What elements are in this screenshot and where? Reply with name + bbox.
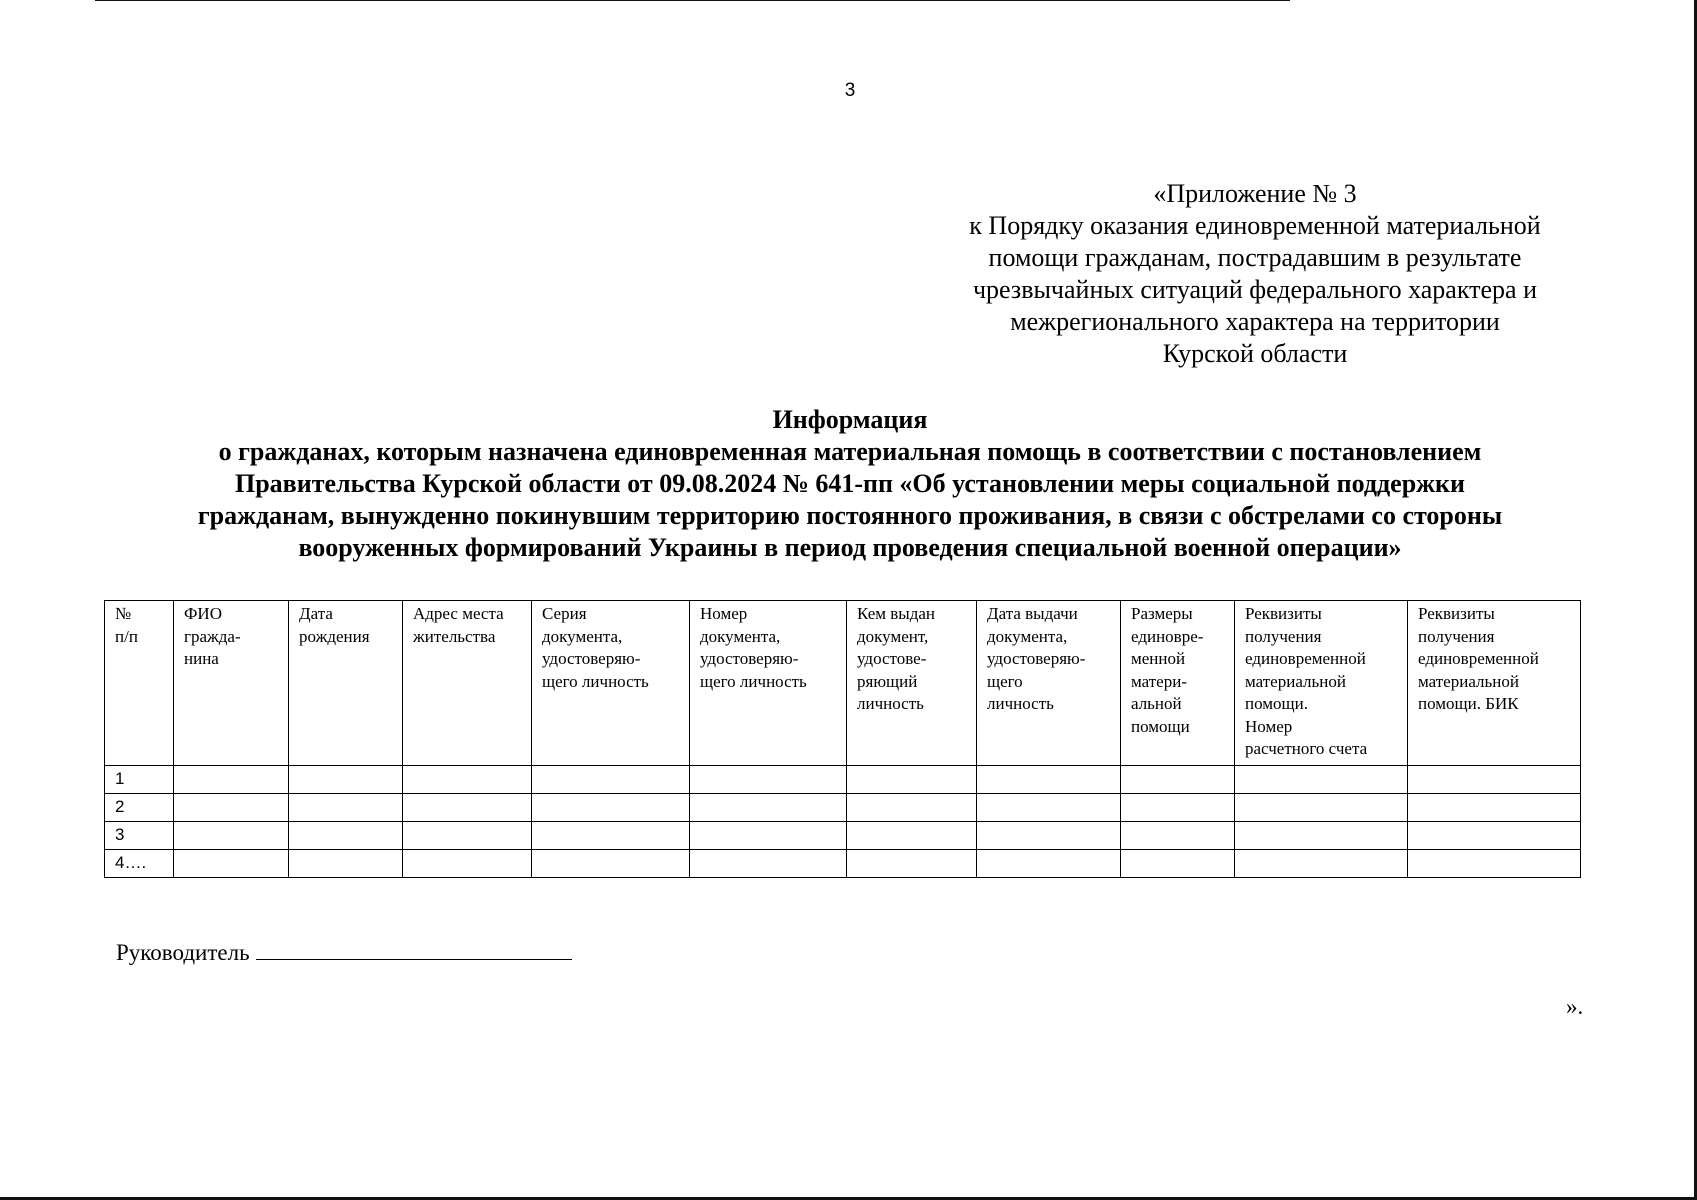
table-cell — [1235, 850, 1408, 878]
appendix-reference — [930, 178, 1580, 370]
table-row — [105, 822, 1581, 850]
signature-label: Руководитель — [116, 940, 250, 965]
column-header-line: помощи — [1131, 716, 1190, 736]
table-body — [105, 766, 1581, 878]
table-cell — [403, 766, 532, 794]
column-header — [289, 601, 403, 766]
table-cell — [532, 766, 690, 794]
column-header-line: п/п — [115, 626, 138, 646]
appendix-line: Курской области — [1162, 339, 1348, 368]
table-cell — [174, 822, 289, 850]
table-cell — [1235, 766, 1408, 794]
column-header — [403, 601, 532, 766]
column-header-line: документа, — [987, 626, 1068, 646]
column-header — [174, 601, 289, 766]
document-subtitle-line: вооруженных формирований Украины в период проведения специальной военной операции» — [298, 533, 1402, 562]
table-cell — [977, 794, 1121, 822]
table-cell — [847, 766, 977, 794]
table-cell — [977, 822, 1121, 850]
document-title: Информация — [772, 405, 928, 434]
appendix-line: к Порядку оказания единовременной материальной — [969, 211, 1541, 240]
column-header-line: помощи. — [1245, 694, 1308, 713]
table-cell — [1408, 794, 1581, 822]
column-header — [690, 601, 847, 766]
table-cell — [289, 794, 403, 822]
column-header-line: документа, — [542, 626, 623, 646]
table-cell — [289, 850, 403, 878]
column-header — [847, 601, 977, 766]
page-number: 3 — [844, 80, 856, 101]
table-cell — [847, 822, 977, 850]
appendix-line: межрегионального характера на территории — [1010, 307, 1500, 336]
document-subtitle-line: гражданам, вынужденно покинувшим территорию постоянного проживания, в связи с обстрелами со стороны — [197, 501, 1503, 530]
row-number-cell: 2 — [105, 794, 174, 822]
table-row — [105, 850, 1581, 878]
column-header-line: единовременной — [1245, 649, 1366, 668]
citizens-info-table — [104, 600, 1581, 878]
column-header-line: Реквизиты — [1418, 604, 1495, 623]
column-header-line: гражда- — [184, 626, 241, 646]
column-header — [1121, 601, 1235, 766]
table-cell — [289, 822, 403, 850]
row-number-cell: 3 — [105, 822, 174, 850]
column-header-line: удостоверяю- — [987, 649, 1086, 668]
column-header-line: Номер — [1245, 716, 1293, 736]
column-header-line: Размеры — [1131, 604, 1193, 623]
column-header-line: Дата выдачи — [987, 604, 1078, 623]
column-header-line: получения — [1418, 626, 1495, 646]
table-cell — [532, 850, 690, 878]
column-header-line: удостоверяю- — [700, 649, 799, 668]
column-header-line: Кем выдан — [857, 604, 935, 623]
column-header-line: щего личность — [542, 671, 649, 691]
column-header — [532, 601, 690, 766]
column-header-line: № — [115, 604, 132, 623]
table-cell — [403, 850, 532, 878]
column-header-line: Серия — [542, 604, 587, 623]
table-header-row — [105, 601, 1581, 766]
appendix-line: помощи гражданам, пострадавшим в результате — [988, 243, 1522, 272]
column-header-line: получения — [1245, 626, 1322, 646]
table-cell — [1408, 766, 1581, 794]
document-heading — [120, 404, 1580, 564]
table-cell — [1121, 822, 1235, 850]
column-header-line: жительства — [413, 626, 496, 646]
column-header-line: документа, — [700, 626, 781, 646]
appendix-line: «Приложение № 3 — [1153, 179, 1357, 208]
column-header-line: удостове- — [857, 649, 927, 668]
table-cell — [847, 794, 977, 822]
table-cell — [1408, 822, 1581, 850]
table-cell — [690, 794, 847, 822]
signature-block — [116, 938, 572, 968]
column-header-line: матери- — [1131, 671, 1187, 691]
signature-line — [256, 958, 572, 960]
column-header-line: ряющий — [857, 671, 918, 691]
column-header-line: нина — [184, 649, 219, 668]
table-row — [105, 766, 1581, 794]
appendix-line: чрезвычайных ситуаций федерального характера и — [972, 275, 1537, 304]
table-cell — [1235, 822, 1408, 850]
column-header-line: личность — [857, 694, 924, 713]
table-cell — [690, 850, 847, 878]
column-header-line: личность — [987, 694, 1054, 713]
column-header-line: щего личность — [700, 671, 807, 691]
column-header-line: рождения — [299, 626, 370, 646]
column-header-line: расчетного счета — [1245, 739, 1368, 758]
table-row — [105, 794, 1581, 822]
row-number-cell: 1 — [105, 766, 174, 794]
column-header-line: единовре- — [1131, 626, 1204, 646]
document-subtitle-line: Правительства Курской области от 09.08.2024 № 641-пп «Об установлении меры социальной поддержки — [235, 469, 1465, 498]
document-subtitle-line: о гражданах, которым назначена единовременная материальная помощь в соответствии с постановлением — [218, 437, 1482, 466]
table-cell — [977, 850, 1121, 878]
column-header-line: удостоверяю- — [542, 649, 641, 668]
closing-quote-mark: ». — [1566, 994, 1584, 1019]
table-cell — [174, 850, 289, 878]
column-header-line: Реквизиты — [1245, 604, 1322, 623]
table-cell — [174, 794, 289, 822]
table-cell — [403, 794, 532, 822]
table-cell — [174, 766, 289, 794]
table-cell — [532, 794, 690, 822]
table-cell — [1121, 850, 1235, 878]
table-cell — [690, 766, 847, 794]
table-cell — [1408, 850, 1581, 878]
table-cell — [1121, 766, 1235, 794]
column-header-line: Номер — [700, 604, 748, 623]
column-header-line: помощи. БИК — [1418, 694, 1519, 713]
table-cell — [532, 822, 690, 850]
column-header-line: материальной — [1418, 671, 1519, 691]
scan-border-top — [95, 0, 1290, 1]
table-cell — [1235, 794, 1408, 822]
table-cell — [289, 766, 403, 794]
column-header — [1235, 601, 1408, 766]
table-cell — [690, 822, 847, 850]
table-cell — [403, 822, 532, 850]
column-header-line: ФИО — [184, 604, 222, 623]
column-header-line: щего — [987, 671, 1023, 691]
row-number-cell: 4…. — [105, 850, 174, 878]
column-header-line: материальной — [1245, 671, 1346, 691]
column-header-line: единовременной — [1418, 649, 1539, 668]
column-header-line: альной — [1131, 694, 1182, 713]
table-cell — [847, 850, 977, 878]
column-header-line: Дата — [299, 604, 333, 623]
column-header-line: документ, — [857, 626, 929, 646]
column-header-line: Адрес места — [413, 604, 504, 623]
table-cell — [1121, 794, 1235, 822]
table-cell — [977, 766, 1121, 794]
column-header — [977, 601, 1121, 766]
column-header — [105, 601, 174, 766]
column-header — [1408, 601, 1581, 766]
column-header-line: менной — [1131, 649, 1186, 668]
